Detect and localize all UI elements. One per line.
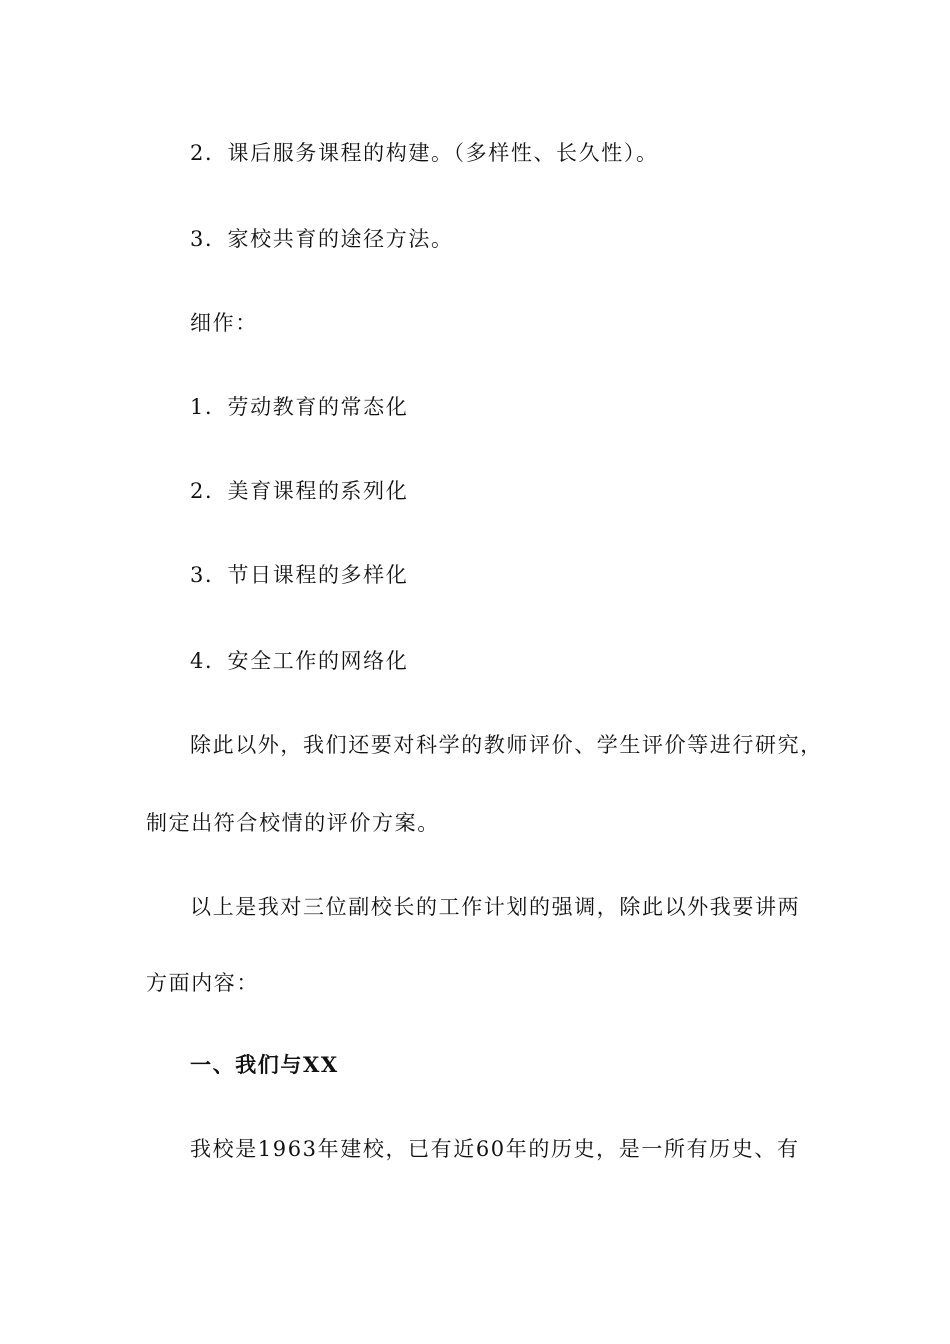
paragraph-evaluation-line-2: 制定出符合校情的评价方案。	[146, 811, 440, 835]
paragraph-evaluation-line-1: 除此以外，我们还要对科学的教师评价、学生评价等进行研究，	[190, 733, 823, 757]
list-item-holiday-courses: 3．节日课程的多样化	[190, 563, 409, 587]
section-heading: 一、我们与XX	[190, 1052, 339, 1077]
list-item-after-school-courses: 2．课后服务课程的构建。（多样性、长久性）。	[190, 141, 659, 165]
paragraph-school-history: 我校是1963年建校，已有近60年的历史，是一所有历史、有	[190, 1137, 800, 1161]
list-item-labor-education: 1．劳动教育的常态化	[190, 395, 409, 419]
list-item-safety-work: 4．安全工作的网络化	[190, 649, 409, 673]
list-item-home-school-education: 3．家校共育的途径方法。	[190, 227, 454, 251]
list-item-aesthetic-education: 2．美育课程的系列化	[190, 479, 409, 503]
paragraph-emphasis-line-2: 方面内容：	[146, 971, 259, 995]
paragraph-emphasis-line-1: 以上是我对三位副校长的工作计划的强调，除此以外我要讲两	[190, 895, 801, 919]
section-label-details: 细作：	[190, 311, 258, 335]
